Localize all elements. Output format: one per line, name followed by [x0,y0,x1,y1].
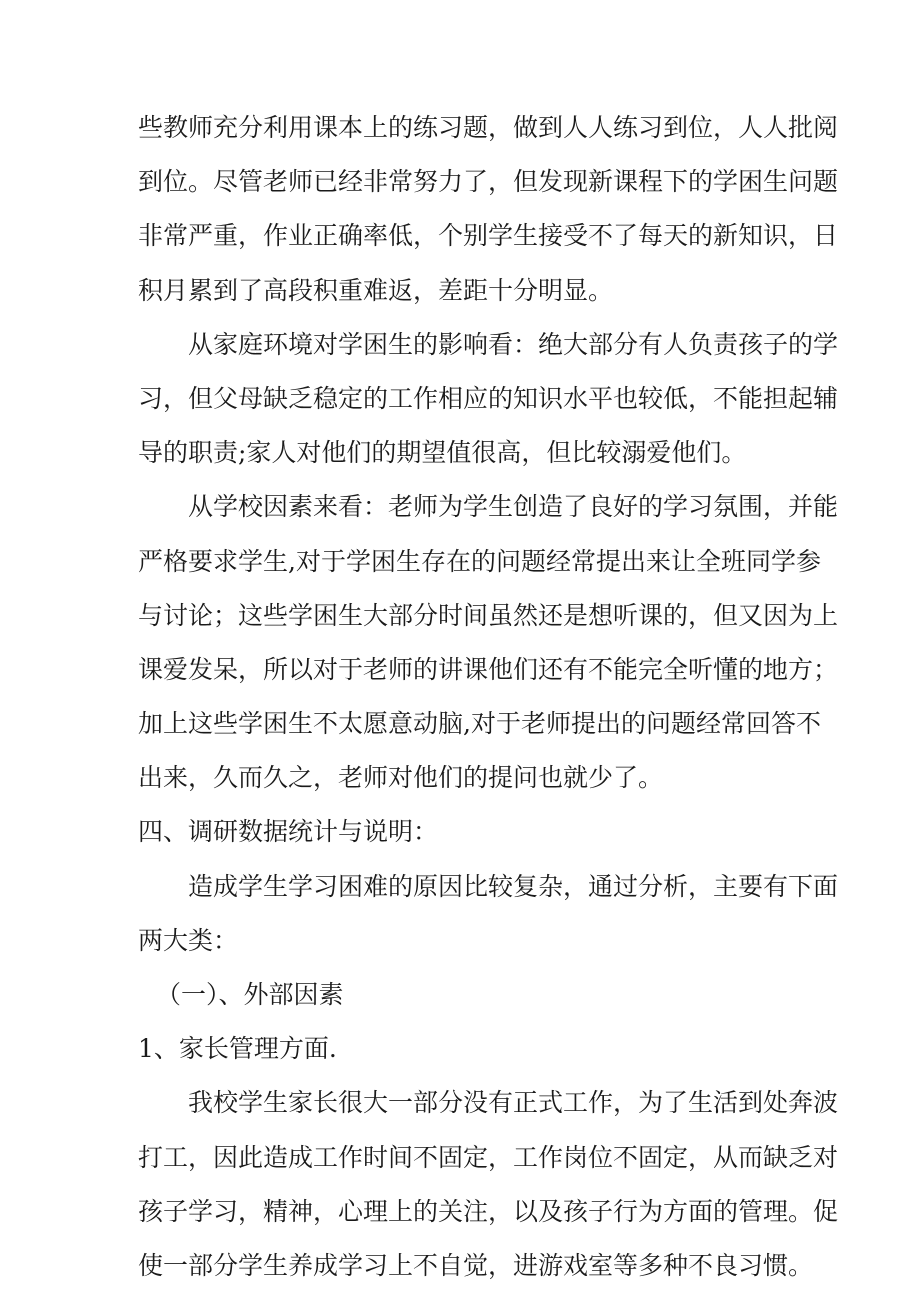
text-line: 孩子学习，精神，心理上的关注，以及孩子行为方面的管理。促 [138,1196,839,1226]
text-line: 出来，久而久之，老师对他们的提问也就少了。 [138,763,664,793]
section-heading: 四、调研数据统计与说明： [138,817,439,847]
text-line: 打工，因此造成工作时间不固定，工作岗位不固定，从而缺乏对 [138,1142,839,1172]
text-line: 课爱发呆，所以对于老师的讲课他们还有不能完全听懂的地方； [138,654,839,684]
text-line: 严格要求学生,对于学困生存在的问题经常提出来让全班同学参 [138,546,821,576]
text-line: 到位。尽管老师已经非常努力了，但发现新课程下的学困生问题 [138,167,839,197]
subsection-heading: （一）、外部因素 [156,980,344,1009]
text-line: 些教师充分利用课本上的练习题，做到人人练习到位，人人批阅 [138,113,839,142]
text-line: 积月累到了高段积重难返，差距十分明显。 [138,275,614,305]
text-line: 习，但父母缺乏稳定的工作相应的知识水平也较低，不能担起辅 [138,383,839,413]
text-line: 与讨论；这些学困生大部分时间虽然还是想听课的，但又因为上 [138,600,839,630]
text-line: 两大类： [138,925,239,955]
text-line: 造成学生学习困难的原因比较复杂，通过分析，主要有下面 [188,871,839,901]
text-line: 从家庭环境对学困生的影响看：绝大部分有人负责孩子的学 [188,329,839,359]
text-line: 我校学生家长很大一部分没有正式工作，为了生活到处奔波 [188,1088,839,1118]
text-line: 导的职责;家人对他们的期望值很高，但比较溺爱他们。 [138,438,747,468]
document-page [138,101,839,1293]
item-heading: 1、家长管理方面. [138,1034,337,1064]
text-line: 非常严重，作业正确率低，个别学生接受不了每天的新知识，日 [138,221,839,251]
text-line: 从学校因素来看：老师为学生创造了良好的学习氛围，并能 [188,492,839,522]
text-line: 加上这些学困生不太愿意动脑,对于老师提出的问题经常回答不 [138,709,821,739]
text-line: 使一部分学生养成学习上不自觉，进游戏室等多种不良习惯。 [138,1250,814,1280]
